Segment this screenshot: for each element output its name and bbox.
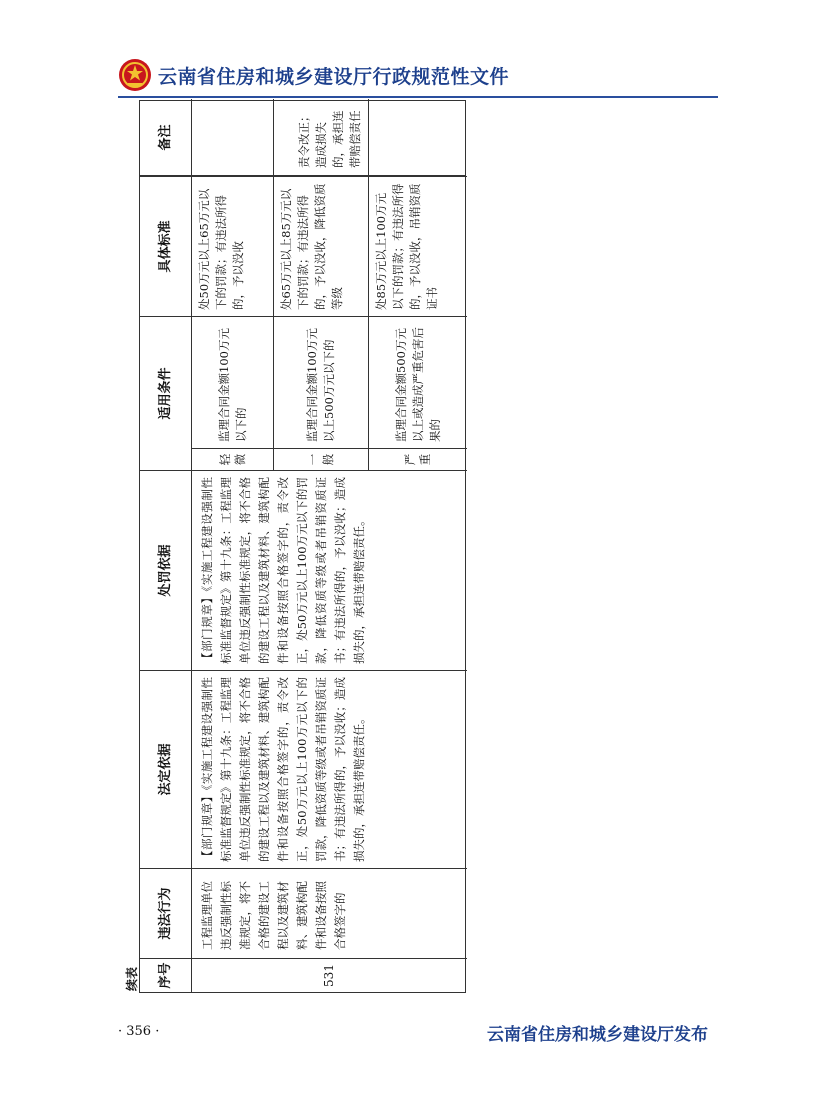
header-condition: 适用条件 bbox=[140, 316, 191, 470]
header-behavior: 违法行为 bbox=[140, 868, 191, 958]
penalty-table bbox=[139, 100, 466, 993]
table-row bbox=[192, 99, 467, 992]
condition-cell: 监理合同金额500万元以上或造成严重危害后果的 bbox=[369, 316, 467, 448]
document-header bbox=[118, 56, 509, 94]
header-penalty-basis: 处罚依据 bbox=[140, 470, 191, 670]
standard-cell: 处50万元以上65万元以下的罚款；有违法所得的，予以没收 bbox=[192, 176, 273, 316]
continued-label: 续表 bbox=[125, 966, 139, 991]
document-title: 云南省住房和城乡建设厅行政规范性文件 bbox=[158, 65, 510, 88]
penalty-basis-cell: 【部门规章】《实施工程建设强制性标准监督规定》第十九条：工程监理单位违反强制性标准规定，将不合格的建设工程以及建筑材料、建筑构配件和设备按照合格签字的，责令改正，处50万元以上100万元以下的罚款，降低资质等级或者吊销资质证书；有违法所得的，予以没收；造成损失的，承担连带赔偿责任。 bbox=[192, 470, 467, 670]
level-label: 严重 bbox=[369, 448, 467, 470]
national-emblem-icon bbox=[118, 58, 152, 92]
condition-cell: 监理合同金额100万元以下的 bbox=[192, 316, 273, 448]
seq-cell: 531 bbox=[192, 958, 467, 992]
level-label: 一般 bbox=[274, 448, 368, 470]
header-legal-basis: 法定依据 bbox=[140, 670, 191, 868]
standard-cell: 处85万元以上100万元以下的罚款；有违法所得的，予以没收，吊销资质证书 bbox=[369, 176, 467, 316]
page-number: · 356 · bbox=[118, 1024, 160, 1039]
level-label: 轻微 bbox=[192, 448, 273, 470]
header-note: 备注 bbox=[157, 124, 173, 151]
standard-cell: 处65万元以上85万元以下的罚款；有违法所得的，予以没收，降低资质等级 bbox=[274, 176, 368, 316]
note-cell: 责令改正；造成损失的，承担连带赔偿责任 bbox=[296, 110, 362, 168]
legal-basis-cell: 【部门规章】《实施工程建设强制性标准监督规定》第十九条：工程监理单位违反强制性标准规定，将不合格的建设工程以及建筑材料、建筑构配件和设备按照合格签字的，责令改正，处50万元以上100万元以下的罚款，降低资质等级或者吊销资质证书；有违法所得的，予以没收；造成损失的，承担连带赔偿责任。 bbox=[192, 670, 467, 868]
header-divider bbox=[118, 96, 718, 98]
behavior-cell: 工程监理单位违反强制性标准规定，将不合格的建设工程以及建筑材料、建筑构配件和设备按照合格签字的 bbox=[192, 868, 467, 958]
header-standard: 具体标准 bbox=[140, 176, 191, 316]
table-header-row bbox=[140, 99, 192, 992]
condition-cell: 监理合同金额100万元以上500万元以下的 bbox=[274, 316, 368, 448]
header-seq: 序号 bbox=[140, 958, 191, 992]
publisher-footer: 云南省住房和城乡建设厅发布 bbox=[487, 1025, 708, 1045]
rotated-table-container bbox=[123, 100, 466, 993]
